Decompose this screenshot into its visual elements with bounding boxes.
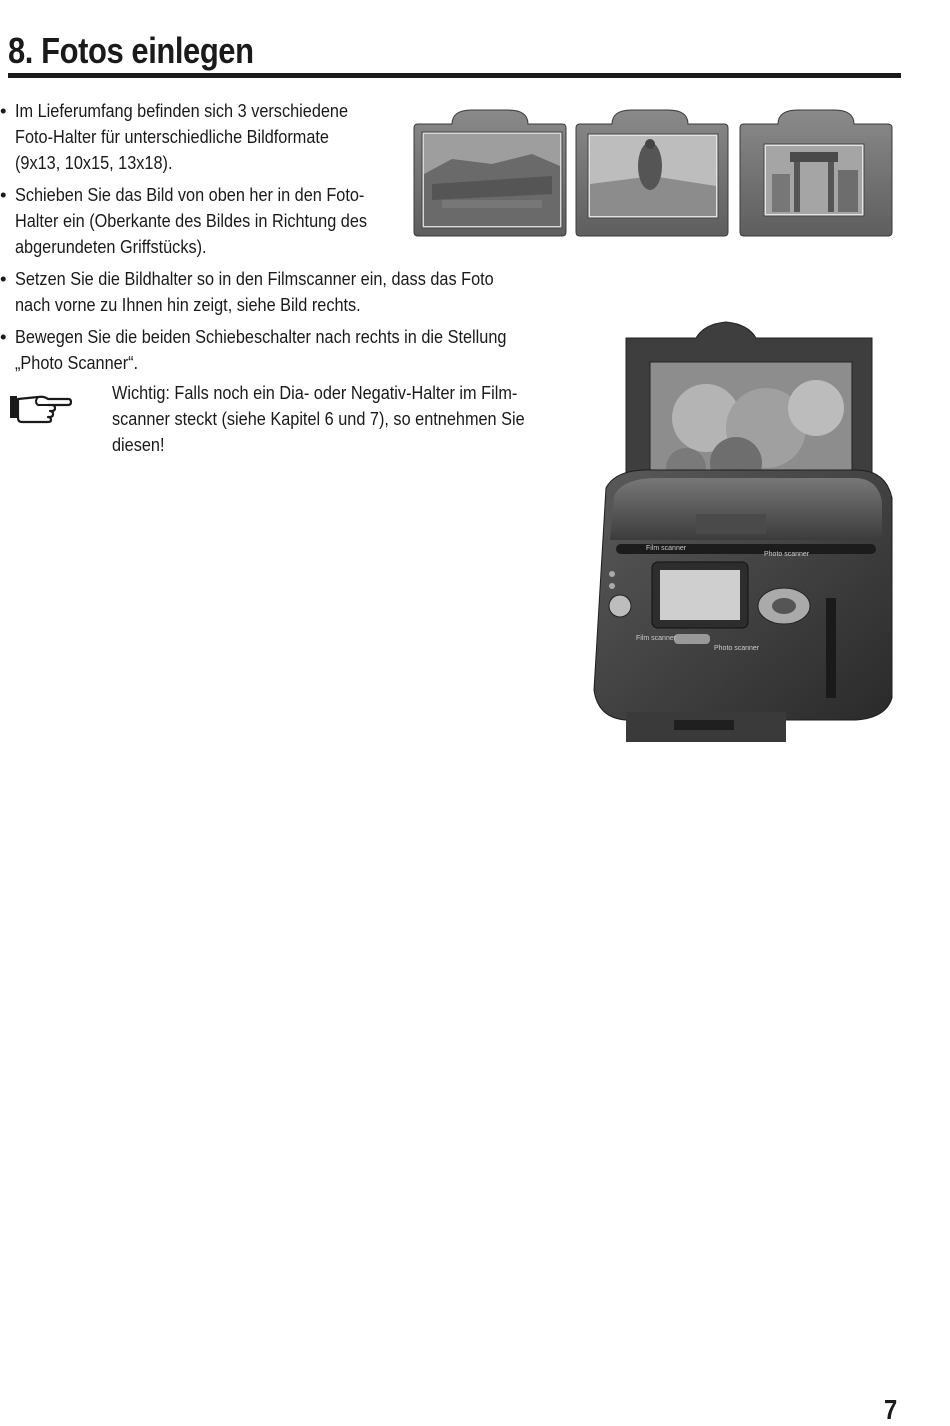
bullet-dot: • bbox=[0, 184, 7, 205]
bullet-text bbox=[15, 98, 367, 176]
bullet-text bbox=[15, 182, 367, 260]
photo-holder-9x13 bbox=[414, 110, 566, 236]
bullet-dot: • bbox=[0, 326, 7, 347]
text-line: diesen! bbox=[112, 434, 165, 455]
text-line: Schieben Sie das Bild von oben her in den Foto- bbox=[15, 184, 365, 205]
title-rule bbox=[8, 73, 901, 78]
bullet-text bbox=[15, 324, 506, 376]
text-line: (9x13, 10x15, 13x18). bbox=[15, 152, 173, 173]
film-scanner-label-top: Film scanner bbox=[646, 545, 687, 552]
text-line: Halter ein (Oberkante des Bildes in Richtung des bbox=[15, 210, 368, 231]
film-scanner-image bbox=[586, 318, 898, 762]
text-line: abgerundeten Griffstücks). bbox=[15, 236, 207, 257]
photo-scanner-label-top: Photo scanner bbox=[764, 551, 810, 558]
photo-holder-10x15 bbox=[576, 110, 728, 236]
photo-scanner-label: Photo scanner bbox=[714, 645, 760, 652]
text-line: Bewegen Sie die beiden Schiebeschalter nach rechts in die Stellung bbox=[15, 326, 507, 347]
photo-holders-image bbox=[412, 104, 896, 238]
page-title: 8. Fotos einlegen bbox=[8, 30, 254, 71]
text-line: Foto-Halter für unterschiedliche Bildformate bbox=[15, 126, 329, 147]
photo-holder-13x18 bbox=[740, 110, 892, 236]
text-line: scanner steckt (siehe Kapitel 6 und 7), so entnehmen Sie bbox=[112, 408, 525, 429]
text-line: Wichtig: Falls noch ein Dia- oder Negativ-Halter im Film- bbox=[112, 382, 518, 403]
text-line: Im Lieferumfang befinden sich 3 verschiedene bbox=[15, 100, 349, 121]
text-line: „Photo Scanner“. bbox=[15, 352, 139, 373]
bullet-dot: • bbox=[0, 268, 7, 289]
bullet-dot: • bbox=[0, 100, 7, 121]
page-number: 7 bbox=[884, 1394, 898, 1425]
pointing-hand-icon bbox=[8, 390, 72, 424]
important-note bbox=[112, 380, 525, 458]
text-line: Setzen Sie die Bildhalter so in den Filmscanner ein, dass das Foto bbox=[15, 268, 494, 289]
film-scanner-label: Film scanner bbox=[636, 635, 677, 642]
bullet-text bbox=[15, 266, 494, 318]
text-line: nach vorne zu Ihnen hin zeigt, siehe Bild rechts. bbox=[15, 294, 361, 315]
